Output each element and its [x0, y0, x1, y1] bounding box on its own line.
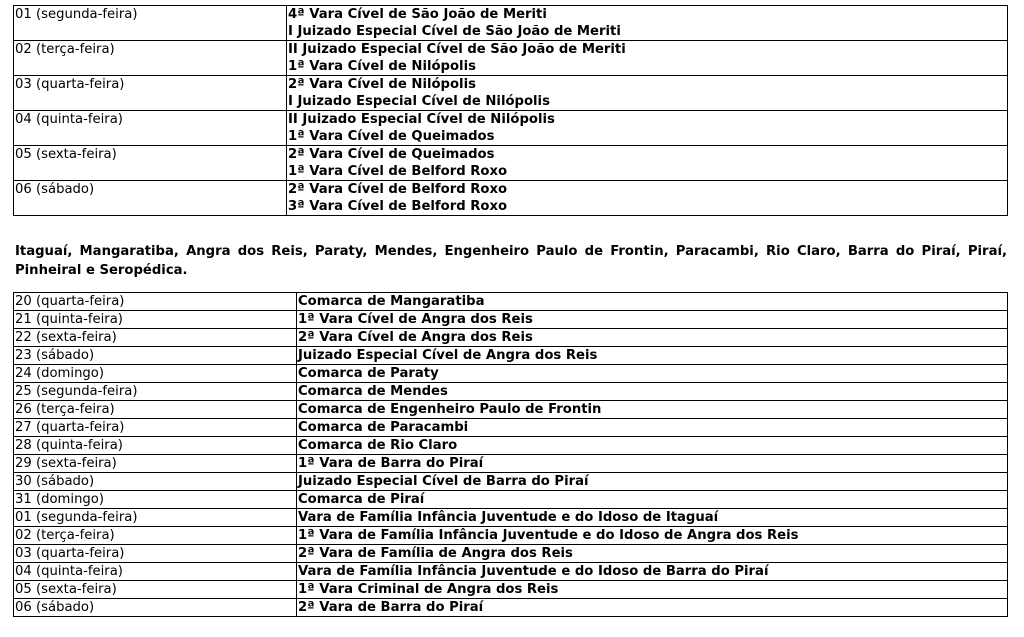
court-name: 2ª Vara Cível de Belford Roxo: [288, 182, 508, 197]
court-cell: Comarca de Engenheiro Paulo de Frontin: [297, 401, 1008, 419]
court-cell: Vara de Família Infância Juventude e do Idoso de Itaguaí: [297, 509, 1008, 527]
table-row: [14, 581, 1008, 599]
day-cell: 06 (sábado): [14, 181, 287, 216]
court-name: I Juizado Especial Cível de Nilópolis: [288, 94, 550, 109]
court-name: II Juizado Especial Cível de Nilópolis: [288, 112, 555, 127]
table-row: [14, 545, 1008, 563]
court-cell: Vara de Família Infância Juventude e do Idoso de Barra do Piraí: [297, 563, 1008, 581]
court-cell: [287, 76, 1008, 111]
top-schedule-table: [13, 5, 1008, 216]
table-row: [14, 293, 1008, 311]
table-row: [14, 365, 1008, 383]
table-row: [14, 383, 1008, 401]
table-row: [14, 111, 1008, 146]
bottom-schedule-table: [13, 292, 1008, 617]
court-cell: Comarca de Mendes: [297, 383, 1008, 401]
court-cell: Comarca de Paracambi: [297, 419, 1008, 437]
court-name: 4ª Vara Cível de São João de Meriti: [288, 7, 547, 22]
day-cell: 02 (terça-feira): [14, 41, 287, 76]
court-cell: [287, 6, 1008, 41]
court-name: 2ª Vara Cível de Nilópolis: [288, 77, 476, 92]
table-row: [14, 527, 1008, 545]
day-cell: 04 (quinta-feira): [14, 111, 287, 146]
table-row: [14, 6, 1008, 41]
table-row: [14, 455, 1008, 473]
day-cell: 31 (domingo): [14, 491, 297, 509]
day-cell: 04 (quinta-feira): [14, 563, 297, 581]
day-cell: 02 (terça-feira): [14, 527, 297, 545]
day-cell: 21 (quinta-feira): [14, 311, 297, 329]
region-list-paragraph: Itaguaí, Mangaratiba, Angra dos Reis, Paraty, Mendes, Engenheiro Paulo de Frontin, Paracambi, Rio Claro, Barra do Piraí, Piraí, Pinheiral e Seropédica.: [15, 244, 1007, 278]
table-row: [14, 491, 1008, 509]
court-cell: Juizado Especial Cível de Angra dos Reis: [297, 347, 1008, 365]
table-row: [14, 419, 1008, 437]
day-cell: 01 (segunda-feira): [14, 509, 297, 527]
day-cell: 27 (quarta-feira): [14, 419, 297, 437]
court-cell: Comarca de Piraí: [297, 491, 1008, 509]
table-row: [14, 473, 1008, 491]
court-cell: 2ª Vara de Barra do Piraí: [297, 599, 1008, 617]
court-cell: 1ª Vara Criminal de Angra dos Reis: [297, 581, 1008, 599]
court-cell: [287, 111, 1008, 146]
day-cell: 05 (sexta-feira): [14, 146, 287, 181]
court-cell: 2ª Vara Cível de Angra dos Reis: [297, 329, 1008, 347]
court-name: II Juizado Especial Cível de São João de Meriti: [288, 42, 626, 57]
court-cell: Juizado Especial Cível de Barra do Piraí: [297, 473, 1008, 491]
table-row: [14, 181, 1008, 216]
table-row: [14, 437, 1008, 455]
table-row: [14, 76, 1008, 111]
table-row: [14, 329, 1008, 347]
table-row: [14, 599, 1008, 617]
day-cell: 20 (quarta-feira): [14, 293, 297, 311]
court-cell: Comarca de Paraty: [297, 365, 1008, 383]
court-name: 1ª Vara Cível de Belford Roxo: [288, 164, 508, 179]
day-cell: 05 (sexta-feira): [14, 581, 297, 599]
day-cell: 06 (sábado): [14, 599, 297, 617]
table-row: [14, 41, 1008, 76]
day-cell: 28 (quinta-feira): [14, 437, 297, 455]
court-cell: Comarca de Mangaratiba: [297, 293, 1008, 311]
day-cell: 22 (sexta-feira): [14, 329, 297, 347]
court-cell: 1ª Vara de Família Infância Juventude e do Idoso de Angra dos Reis: [297, 527, 1008, 545]
day-cell: 30 (sábado): [14, 473, 297, 491]
court-name: 1ª Vara Cível de Nilópolis: [288, 59, 476, 74]
table-row: [14, 311, 1008, 329]
court-name: 3ª Vara Cível de Belford Roxo: [288, 199, 508, 214]
court-cell: 1ª Vara Cível de Angra dos Reis: [297, 311, 1008, 329]
table-row: [14, 146, 1008, 181]
court-cell: [287, 41, 1008, 76]
day-cell: 01 (segunda-feira): [14, 6, 287, 41]
table-row: [14, 401, 1008, 419]
court-cell: 1ª Vara de Barra do Piraí: [297, 455, 1008, 473]
court-cell: [287, 146, 1008, 181]
court-cell: [287, 181, 1008, 216]
day-cell: 24 (domingo): [14, 365, 297, 383]
court-cell: 2ª Vara de Família de Angra dos Reis: [297, 545, 1008, 563]
table-row: [14, 563, 1008, 581]
court-cell: Comarca de Rio Claro: [297, 437, 1008, 455]
day-cell: 03 (quarta-feira): [14, 76, 287, 111]
court-name: 1ª Vara Cível de Queimados: [288, 129, 495, 144]
court-name: I Juizado Especial Cível de São João de Meriti: [288, 24, 621, 39]
day-cell: 23 (sábado): [14, 347, 297, 365]
table-row: [14, 347, 1008, 365]
day-cell: 29 (sexta-feira): [14, 455, 297, 473]
court-name: 2ª Vara Cível de Queimados: [288, 147, 495, 162]
day-cell: 26 (terça-feira): [14, 401, 297, 419]
day-cell: 03 (quarta-feira): [14, 545, 297, 563]
table-row: [14, 509, 1008, 527]
day-cell: 25 (segunda-feira): [14, 383, 297, 401]
